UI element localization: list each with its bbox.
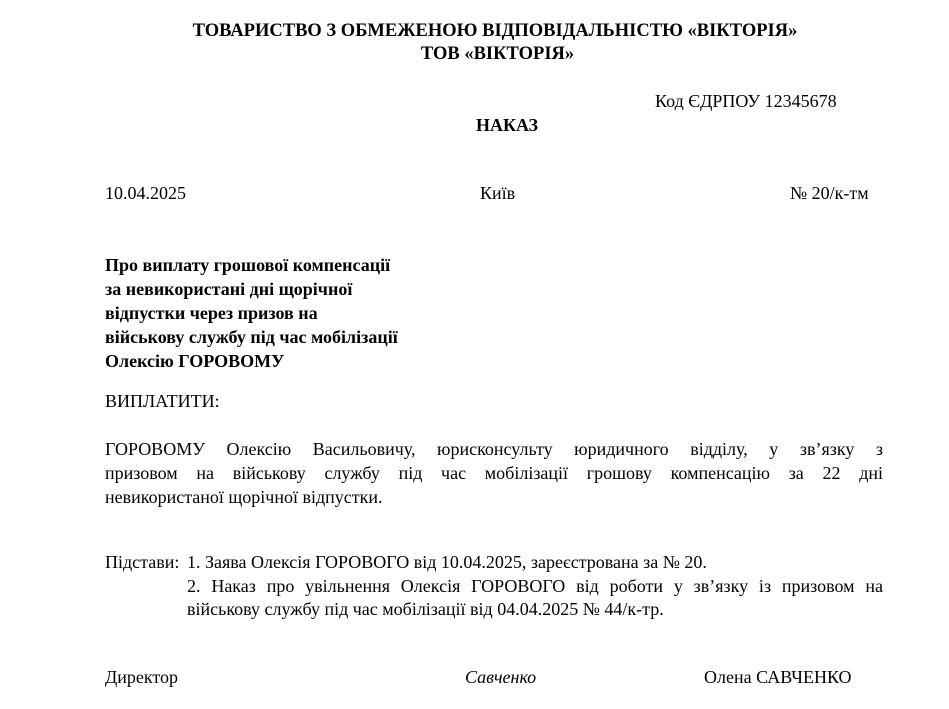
handwritten-signature: Савченко [465,667,537,687]
grounds-label: Підстави: [105,552,180,572]
subject-line: військову службу під час мобілізації [105,327,398,347]
pay-heading: ВИПЛАТИТИ: [105,391,220,411]
subject-line: Про виплату грошової компенсації [105,255,391,275]
subject-line: відпустки через призов на [105,303,318,323]
ground-item-2-line-1: 2. Наказ про увільнення Олексія ГОРОВОГО від роботи у зв’язку із призовом на [187,576,883,596]
subject-line: за невикористані дні щорічної [105,279,353,299]
order-body [105,437,883,509]
document-city: Київ [480,183,516,203]
company-full-name: ТОВАРИСТВО З ОБМЕЖЕНОЮ ВІДПОВІДАЛЬНІСТЮ «ВІКТОРІЯ» [192,21,798,41]
signatory-name: Олена САВЧЕНКО [704,667,852,687]
company-short-name: ТОВ «ВІКТОРІЯ» [420,44,575,64]
order-title: НАКАЗ [475,115,539,135]
document-number: № 20/к-тм [790,183,869,203]
body-line: ГОРОВОМУ Олексію Васильовичу, юрисконсульту юридичного відділу, у зв’язку з [105,439,883,459]
signatory-position: Директор [105,667,179,687]
subject-line: Олексію ГОРОВОМУ [105,351,285,371]
document-date: 10.04.2025 [105,183,186,203]
order-subject [105,253,465,373]
ground-item-1: 1. Заява Олексія ГОРОВОГО від 10.04.2025, зареєстрована за № 20. [187,552,707,572]
body-line: призовом на військову службу під час мобілізації грошову компенсацію за 22 дні [105,463,883,483]
edrpou-code: Код ЄДРПОУ 12345678 [655,91,837,111]
ground-item-2-line-2: військову службу під час мобілізації від 04.04.2025 № 44/к-тр. [187,599,664,619]
body-line: невикористаної щорічної відпустки. [105,487,383,507]
